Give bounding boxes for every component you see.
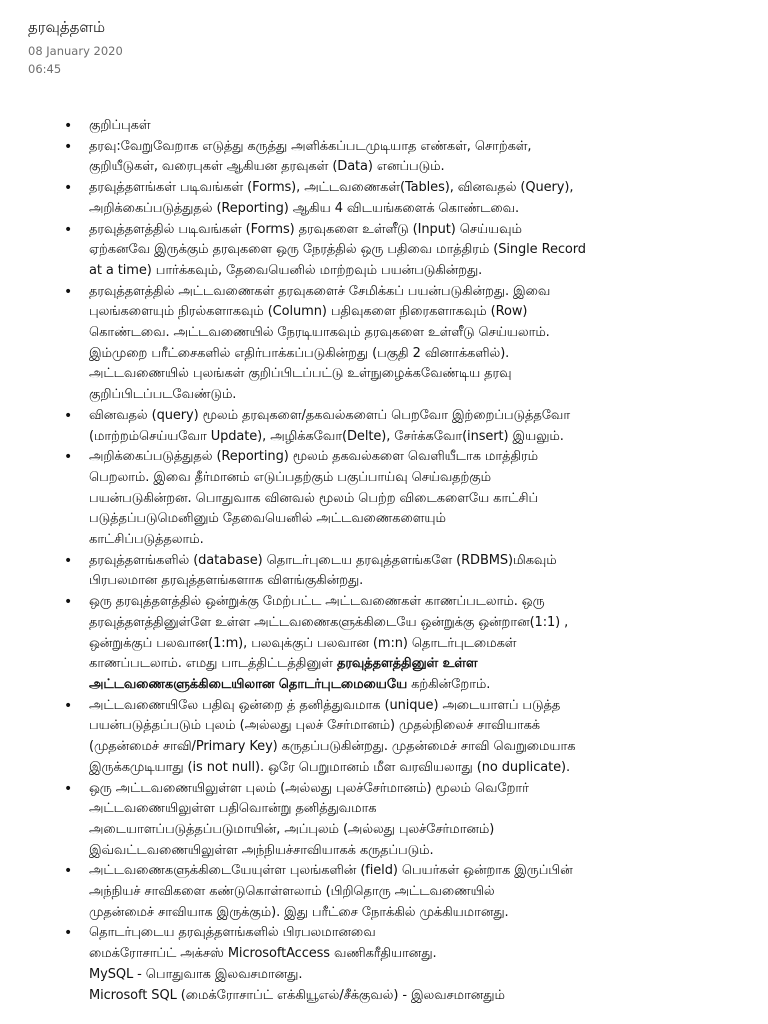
text-line bbox=[89, 861, 758, 882]
text-line bbox=[89, 716, 758, 737]
bullet-item bbox=[58, 861, 758, 923]
text-line bbox=[89, 944, 758, 965]
bullet-item bbox=[58, 116, 758, 137]
text-run: அந்நியச் சாவிகளை கண்டுகொள்ளலாம் (பிறிதொரு அட்டவணையில் bbox=[89, 884, 495, 900]
text-line bbox=[89, 530, 758, 551]
text-line bbox=[89, 634, 758, 655]
text-line bbox=[89, 468, 758, 489]
text-run: Microsoft SQL (மைக்ரோசாப்ட் எக்கியூஎல்/சீக்குவல்) - இலவசமானதும் bbox=[89, 987, 505, 1003]
text-run: அட்டவணைகளுக்கிடையேயுள்ள புலங்களின் (field) பெயர்கள் ஒன்றாக இருப்பின் bbox=[89, 863, 573, 879]
bullet-list bbox=[58, 116, 758, 1006]
text-run: தரவுத்தளங்களில் (database) தொடர்புடைய தரவுத்தளங்களே (RDBMS)மிகவும் bbox=[89, 552, 557, 568]
text-run: தரவுத்தளத்தில் படிவங்கள் (Forms) தரவுகளை உள்ளீடு (Input) செய்யவும் bbox=[89, 221, 522, 237]
text-run: இருக்கமுடியாது (is not null). ஒரே பெறுமானம் மீள வரவியலாது (no duplicate). bbox=[89, 759, 571, 775]
text-line bbox=[89, 965, 758, 986]
text-run: அறிக்கைப்படுத்துதல் (Reporting) ஆகிய 4 விடயங்களைக் கொண்டவை. bbox=[89, 200, 520, 216]
text-run: பெறலாம். இவை தீர்மானம் எடுப்பதற்கும் பகுப்பாய்வு செய்வதற்கும் bbox=[89, 469, 492, 485]
note-header bbox=[28, 16, 123, 78]
text-run: படுத்தப்படுமெனினும் தேவையெனில் அட்டவணைகளையும் bbox=[89, 511, 446, 527]
text-run: முதன்மைச் சாவியாக இருக்கும்). இது பரீட்சை நோக்கில் முக்கியமானது. bbox=[89, 904, 509, 920]
note-time: 06:45 bbox=[28, 62, 62, 76]
text-run: இவ்வட்டவணையிலுள்ள அந்நியச்சாவியாகக் கருதப்படும். bbox=[89, 842, 434, 858]
text-run: பிரபலமான தரவுத்தளங்களாக விளங்குகின்றது. bbox=[89, 573, 364, 589]
text-line bbox=[89, 137, 758, 158]
text-run: குறிப்புகள் bbox=[89, 118, 151, 133]
text-line bbox=[89, 571, 758, 592]
text-line bbox=[89, 364, 758, 385]
text-run: (முதன்மைச் சாவி/Primary Key) கருதப்படுகின்றது. முதன்மைச் சாவி வெறுமையாக bbox=[89, 739, 576, 755]
text-line bbox=[89, 489, 758, 510]
text-line bbox=[89, 344, 758, 365]
text-run: at a time) பார்க்கவும், தேவையெனில் மாற்றவும் பயன்படுகின்றது. bbox=[89, 262, 483, 278]
text-run: பயன்படுகின்றன. பொதுவாக வினவல் மூலம் பெற்ற விடைகளையே காட்சிப் bbox=[89, 490, 539, 506]
text-line bbox=[89, 758, 758, 779]
bullet-item bbox=[58, 551, 758, 592]
text-line bbox=[89, 675, 758, 696]
bullet-item bbox=[58, 137, 758, 178]
text-line bbox=[89, 551, 758, 572]
text-run: அட்டவணையிலுள்ள பதிவொன்று தனித்துவமாக bbox=[89, 801, 377, 817]
text-run: ஏற்கனவே இருக்கும் தரவுகளை ஒரு நேரத்தில் ஒரு பதிவை மாத்திரம் (Single Record bbox=[89, 242, 586, 258]
text-line bbox=[89, 323, 758, 344]
text-run: ஒரு அட்டவணையிலுள்ள புலம் (அல்லது புலச்சேர்மானம்) மூலம் வெறோர் bbox=[89, 780, 529, 796]
bullet-item bbox=[58, 406, 758, 447]
bold-text-run: தரவுத்தளத்தினுள் உள்ள bbox=[336, 656, 478, 672]
text-line bbox=[89, 427, 758, 448]
text-line bbox=[89, 447, 758, 468]
text-line bbox=[89, 592, 758, 613]
bullet-item bbox=[58, 696, 758, 779]
bullet-item bbox=[58, 592, 758, 696]
text-line bbox=[89, 986, 758, 1007]
text-run: தரவுத்தளத்தினுள்ளே உள்ள அட்டவணைகளுக்கிடையே ஒன்றுக்கு ஒன்றான(1:1) , bbox=[89, 614, 569, 630]
text-run: குறியீடுகள், வரைபுகள் ஆகியன தரவுகள் (Data) எனப்படும். bbox=[89, 159, 445, 175]
text-run: வினவதல் (query) மூலம் தரவுகளை/தகவல்களைப் பெறவோ இற்றைப்படுத்தவோ bbox=[89, 407, 571, 423]
text-run: காட்சிப்படுத்தலாம். bbox=[89, 532, 204, 548]
text-line bbox=[89, 820, 758, 841]
text-line bbox=[89, 923, 758, 944]
text-run: மைக்ரோசாப்ட் அக்சஸ் MicrosoftAccess வணிகரீதியானது. bbox=[89, 946, 437, 962]
text-line bbox=[89, 779, 758, 800]
text-run: காணப்படலாம். எமது பாடத்திட்டத்தினுள் bbox=[89, 656, 337, 672]
bold-text-run: அட்டவணைகளுக்கிடையிலான தொடர்புடமையையே bbox=[89, 676, 408, 692]
text-line bbox=[89, 841, 758, 862]
text-run: (மாற்றம்செய்யவோ Update), அழிக்கவோ(Delte), சேர்க்கவோ(insert) இயலும். bbox=[89, 428, 564, 444]
text-line bbox=[89, 696, 758, 717]
text-run: புலங்களையும் நிரல்களாகவும் (Column) பதிவுகளை நிரைகளாகவும் (Row) bbox=[89, 304, 528, 320]
bullet-item bbox=[58, 178, 758, 219]
text-run: தரவுத்தளத்தில் அட்டவணைகள் தரவுகளைச் சேமிக்கப் பயன்படுகின்றது. இவை bbox=[89, 283, 551, 299]
text-run: அட்டவணையிலே பதிவு ஒன்றை த் தனித்துவமாக (unique) அடையாளப் படுத்த bbox=[89, 697, 561, 713]
bullet-item bbox=[58, 923, 758, 1006]
bullet-item bbox=[58, 220, 758, 282]
text-run: அடையாளப்படுத்தப்படுமாயின், அப்புலம் (அல்லது புலச்சேர்மானம்) bbox=[89, 821, 495, 837]
text-run: குறிப்பிடப்படவேண்டும். bbox=[89, 387, 237, 403]
text-run: தரவு:வேறுவேறாக எடுத்து கருத்து அளிக்கப்படமுடியாத எண்கள், சொற்கள், bbox=[89, 138, 532, 154]
text-run: ஒரு தரவுத்தளத்தில் ஒன்றுக்கு மேற்பட்ட அட்டவணைகள் காணப்படலாம். ஒரு bbox=[89, 594, 545, 610]
bullet-item bbox=[58, 779, 758, 862]
text-line bbox=[89, 385, 758, 406]
text-run: இம்முறை பரீட்சைகளில் எதிர்பாக்கப்படுகின்றது (பகுதி 2 வினாக்களில்). bbox=[89, 345, 510, 361]
text-line bbox=[89, 509, 758, 530]
text-line bbox=[89, 613, 758, 634]
text-line bbox=[89, 737, 758, 758]
text-run: கற்கின்றோம். bbox=[407, 676, 491, 692]
text-line bbox=[89, 903, 758, 924]
text-run: கொண்டவை. அட்டவணையில் நேரடியாகவும் தரவுகளை உள்ளீடு செய்யலாம். bbox=[89, 325, 550, 341]
text-line bbox=[89, 178, 758, 199]
text-run: MySQL - பொதுவாக இலவசமானது. bbox=[89, 966, 303, 982]
text-line bbox=[89, 261, 758, 282]
page-title[interactable]: தரவுத்தளம் bbox=[28, 18, 106, 36]
text-line bbox=[89, 199, 758, 220]
text-line bbox=[89, 240, 758, 261]
bullet-item bbox=[58, 282, 758, 406]
text-run: அட்டவணையில் புலங்கள் குறிப்பிடப்பட்டு உள்நுழைக்கவேண்டிய தரவு bbox=[89, 366, 512, 382]
text-line bbox=[89, 406, 758, 427]
text-line bbox=[89, 799, 758, 820]
text-line bbox=[89, 157, 758, 178]
text-line bbox=[89, 282, 758, 303]
text-line bbox=[89, 302, 758, 323]
text-run: ஒன்றுக்குப் பலவான(1:m), பலவுக்குப் பலவான (m:n) தொடர்புடமைகள் bbox=[89, 635, 517, 651]
text-run: தரவுத்தளங்கள் படிவங்கள் (Forms), அட்டவணைகள்(Tables), வினவதல் (Query), bbox=[89, 180, 574, 196]
bullet-item bbox=[58, 447, 758, 551]
text-line bbox=[89, 220, 758, 241]
text-run: அறிக்கைப்படுத்துதல் (Reporting) மூலம் தகவல்களை வெளியீடாக மாத்திரம் bbox=[89, 449, 539, 465]
note-date: 08 January 2020 bbox=[28, 44, 123, 58]
text-run: பயன்படுத்தப்படும் புலம் (அல்லது புலச் சேர்மானம்) முதல்நிலைச் சாவியாகக் bbox=[89, 718, 541, 734]
text-line bbox=[89, 116, 758, 137]
text-line bbox=[89, 882, 758, 903]
text-line bbox=[89, 654, 758, 675]
text-run: தொடர்புடைய தரவுத்தளங்களில் பிரபலமானவை bbox=[89, 925, 376, 941]
